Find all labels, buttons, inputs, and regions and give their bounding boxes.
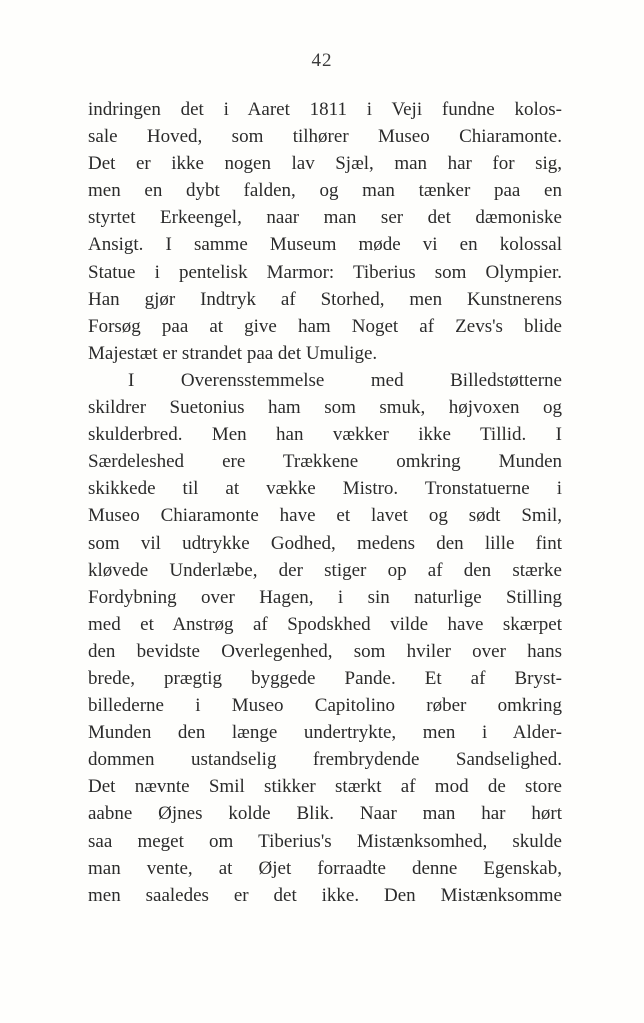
text-line: Fordybning over Hagen, i sin naturlige Stilling: [88, 586, 562, 608]
text-line: skildrer Suetonius ham som smuk, højvoxen og: [88, 397, 562, 419]
text-line: som vil udtrykke Godhed, medens den lille fint: [88, 532, 562, 554]
text-line: Han gjør Indtryk af Storhed, men Kunstnerens: [88, 288, 562, 310]
text-line: I Overensstemmelse med Billedstøtterne: [128, 369, 562, 391]
text-line: skikkede til at vække Mistro. Tronstatuerne i: [88, 478, 562, 500]
text-line: Statue i pentelisk Marmor: Tiberius som Olympier.: [88, 261, 562, 283]
text-line: dommen ustandselig frembrydende Sandselighed.: [88, 749, 562, 771]
text-line: aabne Øjnes kolde Blik. Naar man har hørt: [88, 803, 562, 825]
text-line: kløvede Underlæbe, der stiger op af den stærke: [88, 559, 562, 581]
text-line: Forsøg paa at give ham Noget af Zevs's blide: [88, 315, 562, 337]
text-line: man vente, at Øjet forraadte denne Egenskab,: [88, 857, 562, 879]
text-line: saa meget om Tiberius's Mistænksomhed, skulde: [88, 830, 562, 852]
text-line: billederne i Museo Capitolino røber omkring: [88, 695, 562, 717]
text-line: men saaledes er det ikke. Den Mistænksomme: [88, 884, 562, 906]
text-line: den bevidste Overlegenhed, som hviler over hans: [88, 640, 562, 662]
text-line: Ansigt. I samme Museum møde vi en kolossal: [88, 234, 562, 256]
text-line: indringen det i Aaret 1811 i Veji fundne kolos-: [88, 99, 562, 120]
text-line: men en dybt falden, og man tænker paa en: [88, 180, 562, 202]
text-line: skulderbred. Men han vækker ikke Tillid. I: [88, 424, 562, 446]
text-line: Museo Chiaramonte have et lavet og sødt Smil,: [88, 505, 562, 527]
text-line: Det nævnte Smil stikker stærkt af mod de store: [88, 776, 562, 798]
body-text: [88, 96, 562, 909]
text-line: sale Hoved, som tilhører Museo Chiaramonte.: [88, 126, 562, 148]
page-number: 42: [311, 50, 333, 71]
text-line: brede, prægtig byggede Pande. Et af Bryst-: [88, 667, 562, 689]
text-line: Særdeleshed ere Trækkene omkring Munden: [88, 451, 562, 473]
text-line: med et Anstrøg af Spodskhed vilde have skærpet: [88, 613, 562, 635]
text-line: Munden den længe undertrykte, men i Alder-: [88, 722, 562, 744]
text-line: Majestæt er strandet paa det Umulige.: [88, 342, 378, 364]
text-line: Det er ikke nogen lav Sjæl, man har for sig,: [88, 153, 562, 175]
text-line: styrtet Erkeengel, naar man ser det dæmoniske: [88, 207, 562, 229]
